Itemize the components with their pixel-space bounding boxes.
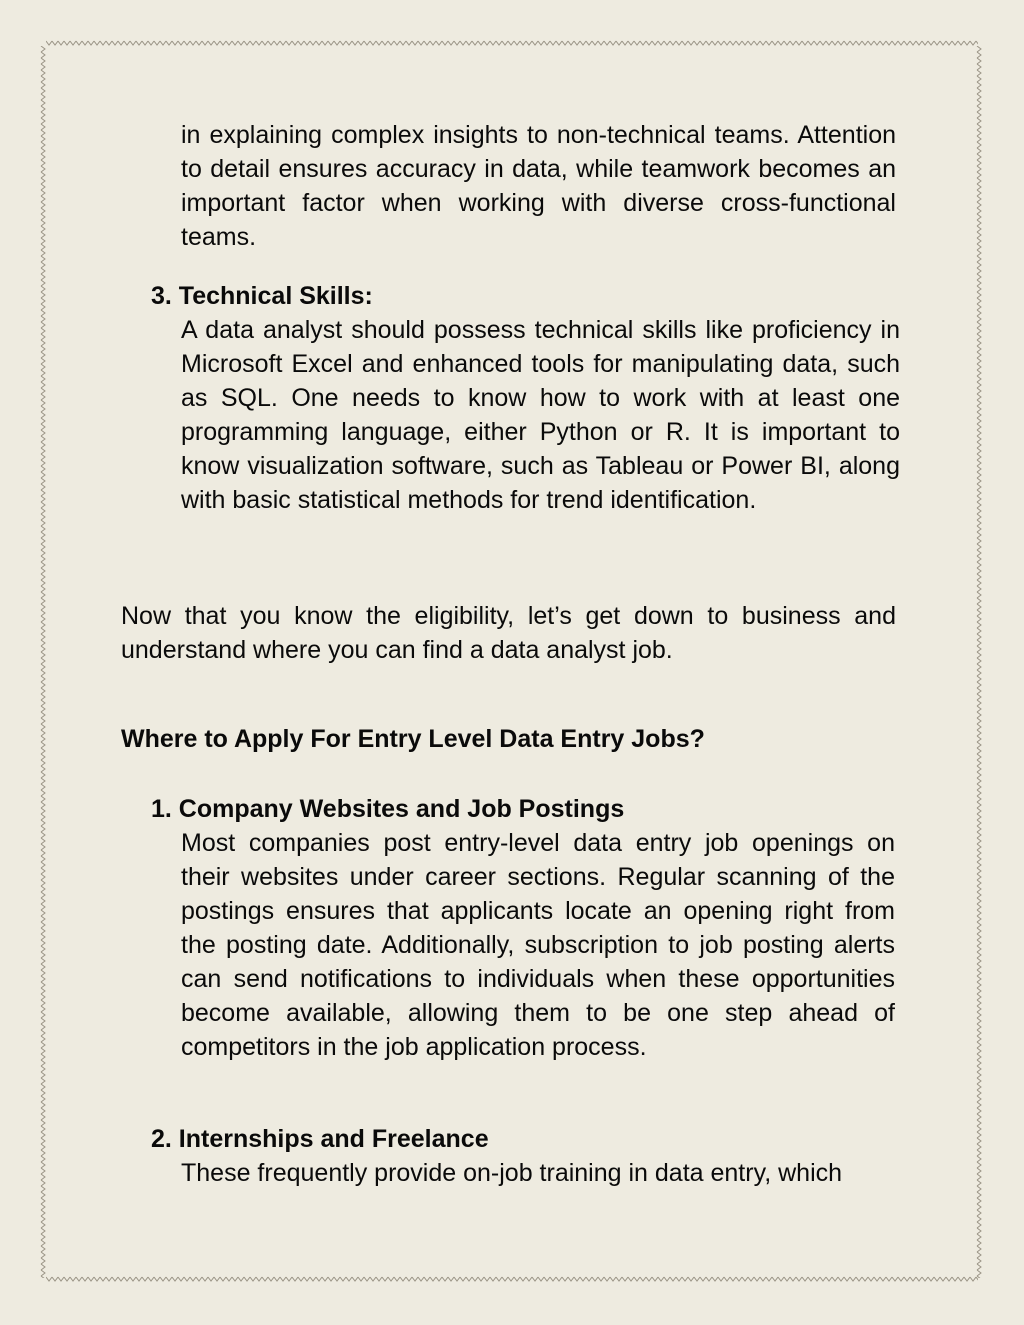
internships-heading: 2. Internships and Freelance	[151, 1125, 489, 1153]
transition-paragraph: Now that you know the eligibility, let’s get down to business and understand where you can find a data analyst job.	[121, 602, 896, 664]
technical-skills-paragraph: A data analyst should possess technical skills like proficiency in Microsoft Excel and enhanced tools for manipulating data, such as SQL. One needs to know how to work with at least one programming language, either Python or R. It is important to know visualization software, such as Tableau or Power BI, along with basic statistical methods for trend identification.	[181, 316, 900, 514]
continuation-paragraph: in explaining complex insights to non-technical teams. Attention to detail ensures accuracy in data, while teamwork becomes an important factor when working with diverse cross-functional teams.	[181, 121, 896, 251]
internships-paragraph: These frequently provide on-job training in data entry, which	[181, 1159, 843, 1187]
company-websites-heading: 1. Company Websites and Job Postings	[151, 795, 625, 823]
technical-skills-heading: 3. Technical Skills:	[151, 282, 373, 310]
company-websites-paragraph: Most companies post entry-level data entry job openings on their websites under career sections. Regular scanning of the postings ensures that applicants locate an opening right from the posting date. Additionally, subscription to job posting alerts can send notifications to individuals when these opportunities become available, allowing them to be one step ahead of competitors in the job application process.	[181, 829, 895, 1061]
section-heading: Where to Apply For Entry Level Data Entry Jobs?	[121, 725, 705, 753]
